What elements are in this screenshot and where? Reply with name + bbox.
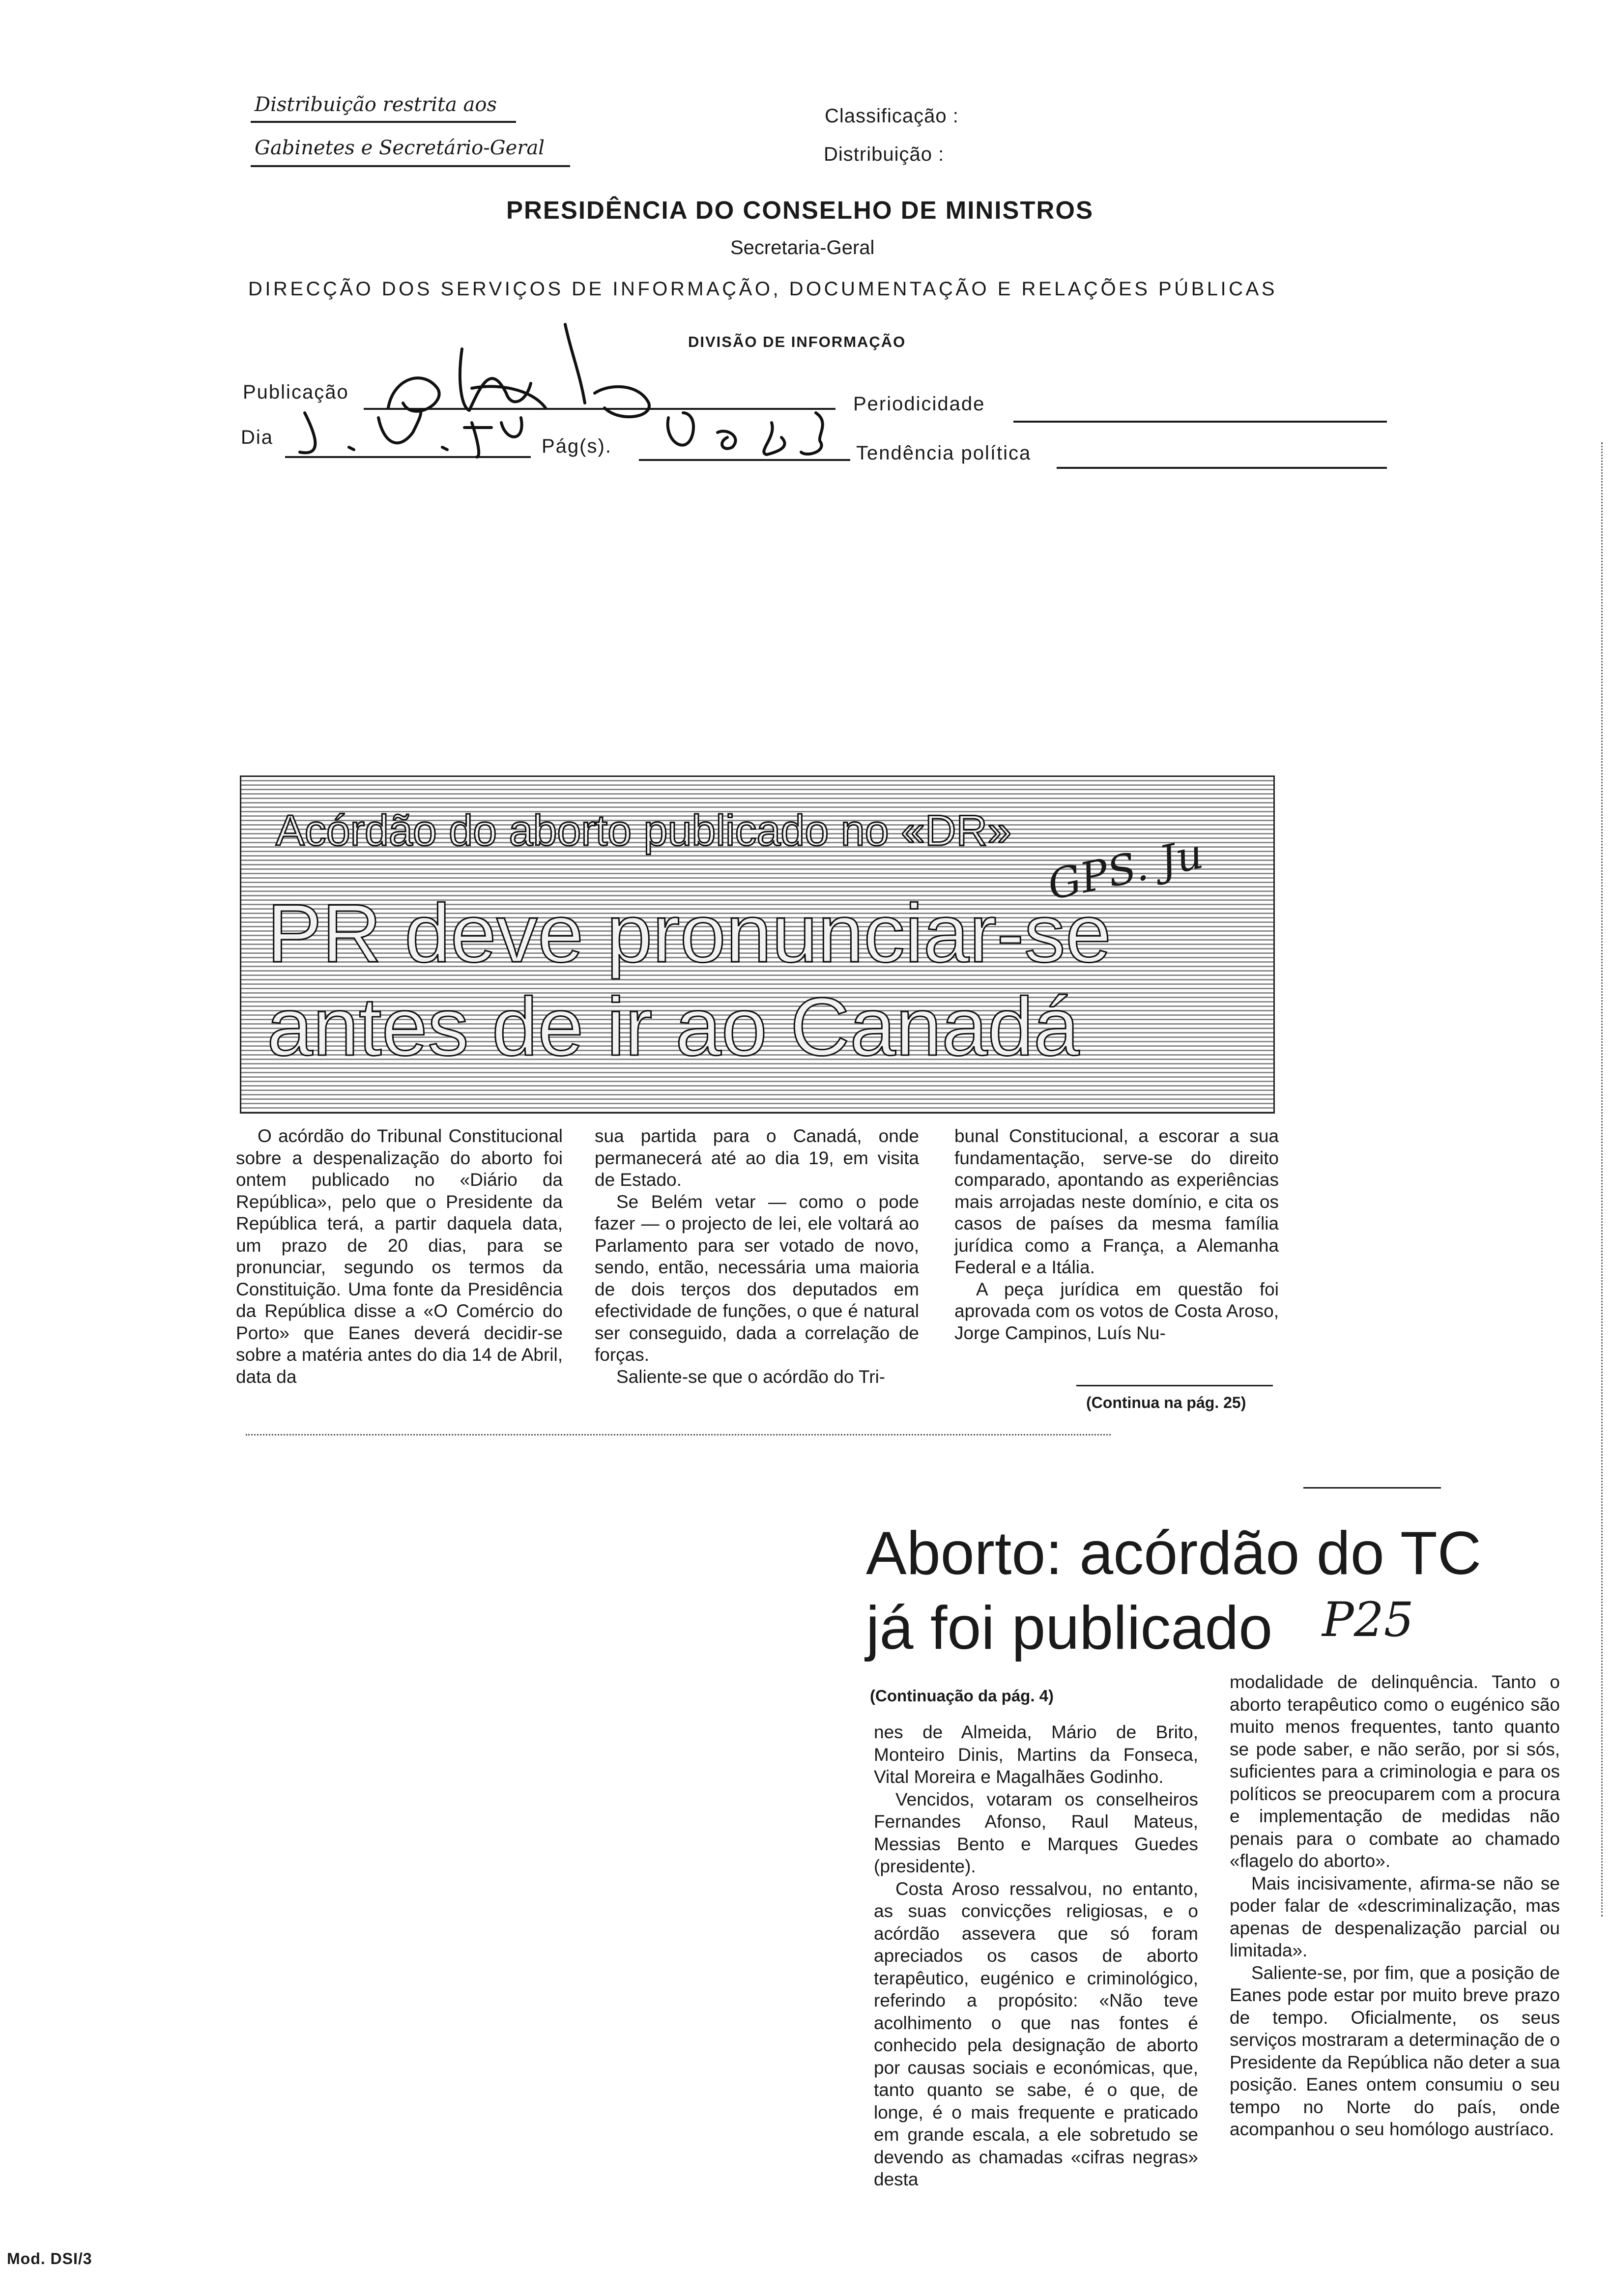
scan-edge [1601, 442, 1603, 1917]
handwriting-scribble [659, 403, 845, 462]
article1-col3-para: A peça jurídica em questão foi aprovada com os votos de Costa Aroso, Jorge Campinos, Luís Nu- [954, 1279, 1279, 1343]
periodicity-label: Periodicidade [853, 393, 985, 415]
article1-col3-para: bunal Constitucional, a escorar a sua fundamentação, serve-se do direito comparado, apontando as experiências mais arrojadas neste domínio, e cita os casos de países da mesma família jurídica como a França, a Alemanha Federal e a Itália. [954, 1126, 1279, 1277]
article1-headline-line2: antes de ir ao Canadá [267, 980, 1080, 1073]
restricted-distribution-line2: Gabinetes e Secretário-Geral [255, 137, 545, 159]
article2-top-rule [1303, 1487, 1441, 1489]
political-tendency-field-line [1057, 467, 1387, 469]
article2-title-line2: já foi publicado [866, 1594, 1273, 1662]
article2-col2-para: modalidade de delinquência. Tanto o aborto terapêutico como o eugénico são muito menos frequentes, tanto quanto se pode saber, e não serão, por si sós, suficientes para a criminologia e para os políticos se preocuparem com a procura e implementação de medidas não penais para o combate ao chamado «flagelo do aborto». [1230, 1672, 1560, 1871]
article2-title-line1: Aborto: acórdão do TC [866, 1520, 1482, 1587]
article2-column2 [1230, 1671, 1560, 2141]
handwritten-annotation: GPS. Ju [1043, 829, 1208, 910]
day-label: Dia [241, 427, 274, 448]
article1-column3 [954, 1125, 1279, 1344]
continues-rule [1076, 1385, 1273, 1386]
article1-col2-para: sua partida para o Canadá, onde permanecerá até ao dia 19, em visita de Estado. [595, 1126, 919, 1190]
article1-headline-box [240, 775, 1275, 1114]
article2-column1 [874, 1721, 1198, 2191]
article1-continues-note: (Continua na pág. 25) [1086, 1394, 1246, 1411]
article1-column2 [595, 1125, 919, 1388]
article2-col1-para: nes de Almeida, Mário de Brito, Monteiro Dinis, Martins da Fonseca, Vital Moreira e Magalhães Godinho. [874, 1722, 1198, 1787]
distribution-label: Distribuição : [824, 144, 945, 165]
article1-column1 [236, 1125, 563, 1388]
article2-col2-para: Saliente-se, por fim, que a posição de Eanes pode estar por muito breve prazo de tempo. Oficialmente, os seus serviços mostraram a determinação de o Presidente da República não deter a sua posição. Eanes ontem consumiu o seu tempo no Norte do país, onde acompanhou o seu homólogo austríaco. [1230, 1962, 1560, 2139]
handwriting-scribble [295, 403, 531, 462]
article2-continuation-note: (Continuação da pág. 4) [870, 1687, 1054, 1705]
article1-kicker: Acórdão do aborto publicado no «DR» [276, 806, 1012, 855]
article1-col2-para: Saliente-se que o acórdão do Tri- [616, 1366, 886, 1387]
article2-col1-para: Vencidos, votaram os conselheiros Fernandes Afonso, Raul Mateus, Messias Bento e Marques Guedes (presidente). [874, 1789, 1198, 1876]
article1-headline-line1: PR deve pronunciar-se [267, 887, 1112, 979]
article2-col1-para: Costa Aroso ressalvou, no entanto, as suas convicções religiosas, e o acórdão assevera que só foram apreciados os casos de aborto terapêutico, eugénico e criminológico, referindo a propósito: «Não teve acolhimento o que nas fontes é conhecido pela designação de aborto por causas sociais e económicas, que, tanto quanto se sabe, é o que, de longe, é o mais frequente e praticado em grande escala, a ele sobretudo se devendo as chamadas «cifras negras» desta [874, 1878, 1198, 2189]
underline [251, 165, 570, 167]
underline [251, 121, 516, 123]
article1-col2-para: Se Belém vetar — como o pode fazer — o projecto de lei, ele voltará ao Parlamento para ser votado de novo, sendo, então, necessária uma maioria de dois terços dos deputados em efectividade de funções, o que é natural ser conseguido, dada a correlação de forças. [595, 1191, 919, 1365]
form-code: Mod. DSI/3 [7, 2250, 92, 2267]
periodicity-field-line [1013, 421, 1387, 423]
article1-col1-text: O acórdão do Tribunal Constitucional sobre a despenalização do aborto foi ontem publicado no «Diário da República», pelo que o Presidente da República terá, a partir daquela data, um prazo de 20 dias, para se pronunciar, segundo os termos da Constituição. Uma fonte da Presidência da República disse a «O Comércio do Porto» que Eanes deverá decidir-se sobre a matéria antes do dia 14 de Abril, data da [236, 1126, 563, 1387]
org-subtitle: Secretaria-Geral [730, 237, 875, 258]
clipping-edge [246, 1434, 1111, 1435]
division-label: DIVISÃO DE INFORMAÇÃO [688, 333, 906, 350]
classification-label: Classificação : [825, 105, 959, 127]
political-tendency-label: Tendência política [856, 442, 1032, 464]
restricted-distribution-line1: Distribuição restrita aos [255, 93, 497, 116]
org-title: PRESIDÊNCIA DO CONSELHO DE MINISTROS [506, 196, 1094, 224]
publication-label: Publicação [243, 381, 349, 403]
handwritten-page-note: P25 [1322, 1592, 1414, 1647]
pages-label: Pág(s). [542, 435, 612, 457]
article2-col2-para: Mais incisivamente, afirma-se não se poder falar de «descriminalização, mas apenas de despenalização parcial ou limitada». [1230, 1873, 1560, 1960]
directorate-line: DIRECÇÃO DOS SERVIÇOS DE INFORMAÇÃO, DOCUMENTAÇÃO E RELAÇÕES PÚBLICAS [248, 278, 1277, 300]
